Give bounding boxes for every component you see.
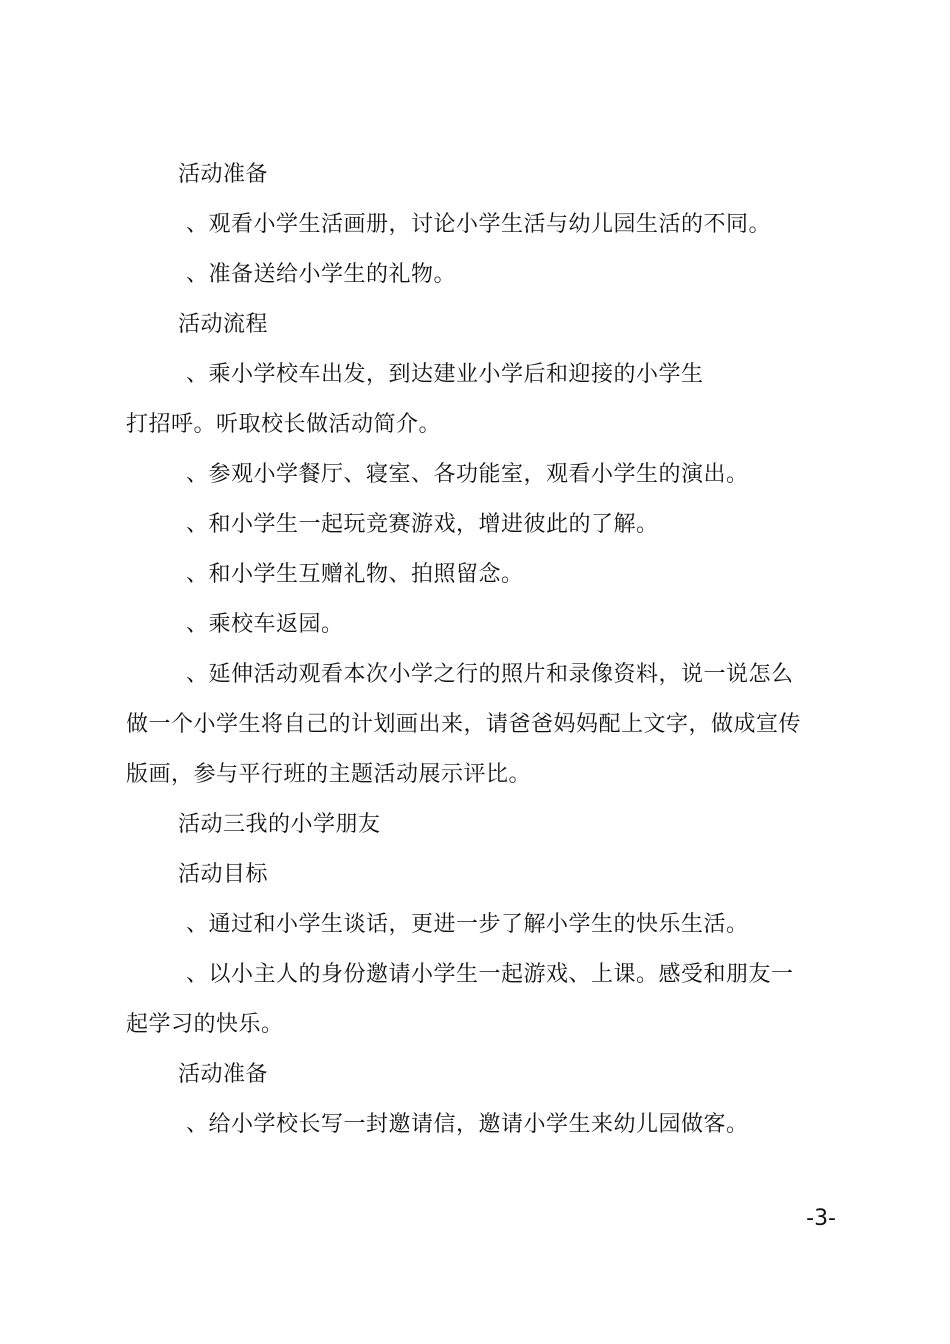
document-body [126, 150, 836, 1150]
list-item: 、准备送给小学生的礼物。 [186, 262, 457, 287]
list-item: 、以小主人的身份邀请小学生一起游戏、上课。感受和朋友一 [186, 962, 794, 987]
list-item: 、延伸活动观看本次小学之行的照片和录像资料，说一说怎么 [186, 662, 794, 687]
list-item: 、通过和小学生谈话，更进一步了解小学生的快乐生活。 [186, 912, 749, 937]
list-item-continuation: 起学习的快乐。 [126, 1012, 284, 1037]
section-heading: 活动准备 [178, 1062, 269, 1087]
list-item: 、给小学校长写一封邀请信，邀请小学生来幼儿园做客。 [186, 1112, 749, 1137]
section-heading: 活动流程 [178, 312, 269, 337]
list-item: 、和小学生互赠礼物、拍照留念。 [186, 562, 524, 587]
list-item-continuation: 做一个小学生将自己的计划画出来，请爸爸妈妈配上文字，做成宣传 [126, 712, 802, 737]
section-heading: 活动准备 [178, 162, 269, 187]
list-item: 、乘校车返园。 [186, 612, 344, 637]
activity-title: 活动三我的小学朋友 [178, 812, 381, 837]
list-item: 、参观小学餐厅、寝室、各功能室，观看小学生的演出。 [186, 462, 749, 487]
list-item: 、观看小学生活画册，讨论小学生活与幼儿园生活的不同。 [186, 212, 772, 237]
list-item-continuation: 打招呼。听取校长做活动简介。 [126, 412, 442, 437]
list-item: 、和小学生一起玩竞赛游戏，增进彼此的了解。 [186, 512, 659, 537]
page-number: -3- [806, 1206, 836, 1231]
list-item-continuation: 版画，参与平行班的主题活动展示评比。 [126, 762, 532, 787]
list-item: 、乘小学校车出发，到达建业小学后和迎接的小学生 [186, 362, 704, 387]
section-heading: 活动目标 [178, 862, 269, 887]
